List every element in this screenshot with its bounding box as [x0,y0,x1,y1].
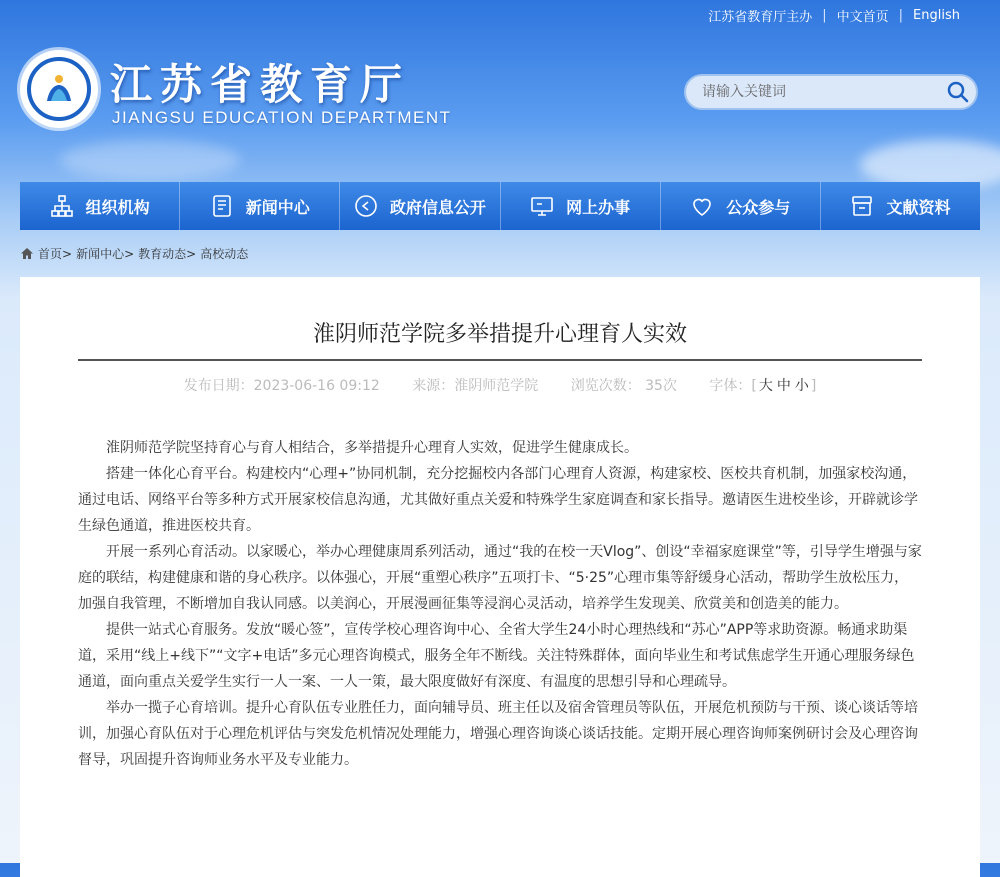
title-divider [78,359,922,361]
site-title: 江苏省教育厅 [110,60,411,109]
article-body [78,435,922,773]
font-medium-button[interactable]: 中 [776,378,791,394]
article-source: 来源：淮阴师范学院 [412,378,539,394]
nav-label: 新闻中心 [245,197,310,217]
nav-label: 组织机构 [85,197,150,217]
search-icon[interactable] [940,76,976,108]
article-paragraph: 提供一站式心育服务。发放“暖心签”，宣传学校心理咨询中心、全省大学生24小时心理热线和“苏心”APP等求助资源。畅通求助渠道，采用“线上+线下”“文字+电话”多元心理咨询模式，服务全年不断线。关注特殊群体，面向毕业生和考试焦虑学生开通心理服务绿色通道，面向重点关爱学生实行一人一案、一人一策，最大限度做好有深度、有温度的思想引导和心理疏导。 [78,622,915,690]
font-size-control [709,378,816,394]
article-paragraph: 开展一系列心育活动。以家暖心，举办心理健康周系列活动，通过“我的在校一天Vlog”、创设“幸福家庭课堂”等，引导学生增强与家庭的联结，构建健康和谐的身心秩序。以体强心，开展“重塑心秩序”五项打卡、“5·25”心理市集等舒缓身心活动，帮助学生放松压力，加强自我管理，不断增加自我认同感。以美润心，开展漫画征集等浸润心灵活动，培养学生发现美、欣赏美和创造美的能力。 [78,544,922,612]
document-icon [210,194,234,218]
english-link[interactable]: English [913,8,960,23]
home-link[interactable]: 中文首页 [836,10,889,25]
nav-label: 政府信息公开 [389,197,486,217]
divider: | [898,8,904,23]
article-paragraph: 淮阴师范学院坚持育心与育人相结合，多举措提升心理育人实效，促进学生健康成长。 [106,440,638,456]
nav-label: 公众参与 [726,197,791,217]
nav-item-news[interactable] [180,182,340,230]
nav-label: 文献资料 [886,197,951,217]
home-icon [20,247,34,260]
publish-date: 发布日期：2023-06-16 09:12 [183,378,380,394]
article-paragraph: 举办一揽子心育培训。提升心育队伍专业胜任力，面向辅导员、班主任以及宿舍管理员等队伍，开展危机预防与干预、谈心谈话等培训，加强心育队伍对于心理危机评估与突发危机情况处理能力，增强心理咨询谈心谈话技能。定期开展心理咨询师案例研讨会及心理咨询督导，巩固提升咨询师业务水平及专业能力。 [78,700,918,768]
breadcrumb-home[interactable]: 首页> [38,247,73,261]
monitor-icon [530,194,554,218]
breadcrumb-news[interactable]: 新闻中心> [76,247,135,261]
font-size-label: 字体：[ [709,378,757,394]
site-subtitle: JIANGSU EDUCATION DEPARTMENT [112,108,452,127]
cloud-decoration [60,140,240,180]
info-disclosure-icon [354,194,378,218]
breadcrumb-education[interactable]: 教育动态> [138,247,197,261]
archive-icon [850,194,874,218]
nav-item-organization[interactable] [20,182,180,230]
org-chart-icon [50,194,74,218]
article-panel [20,277,980,877]
logo[interactable] [20,50,98,128]
nav-item-online-services[interactable] [501,182,661,230]
nav-item-public-participation[interactable] [661,182,821,230]
view-count: 浏览次数： 35次 [570,378,677,394]
font-size-bracket: ] [810,378,817,394]
heart-icon [690,194,714,218]
emblem-icon [27,57,91,121]
article-paragraph: 搭建一体化心育平台。构建校内“心理+”协同机制，充分挖掘校内各部门心理育人资源，构建家校、医校共育机制，加强家校沟通，通过电话、网络平台等多种方式开展家校信息沟通，尤其做好重点关爱和特殊学生家庭调查和家长指导。邀请医生进校坐诊，开辟就诊学生绿色通道，推进医校共育。 [78,466,918,534]
nav-item-info-disclosure[interactable] [340,182,500,230]
divider: | [822,8,827,23]
main-nav [20,182,980,230]
breadcrumb [20,245,248,262]
font-small-button[interactable]: 小 [794,378,809,394]
top-links [698,6,970,25]
font-large-button[interactable]: 大 [758,378,773,394]
article-title: 淮阴师范学院多举措提升心理育人实效 [312,322,687,347]
article-meta [20,375,980,395]
nav-label: 网上办事 [566,197,631,217]
nav-item-documents[interactable] [821,182,980,230]
search-box [684,74,978,110]
breadcrumb-university[interactable]: 高校动态 [200,247,249,261]
search-input[interactable] [686,83,940,101]
host-link[interactable]: 江苏省教育厅主办 [708,10,813,25]
